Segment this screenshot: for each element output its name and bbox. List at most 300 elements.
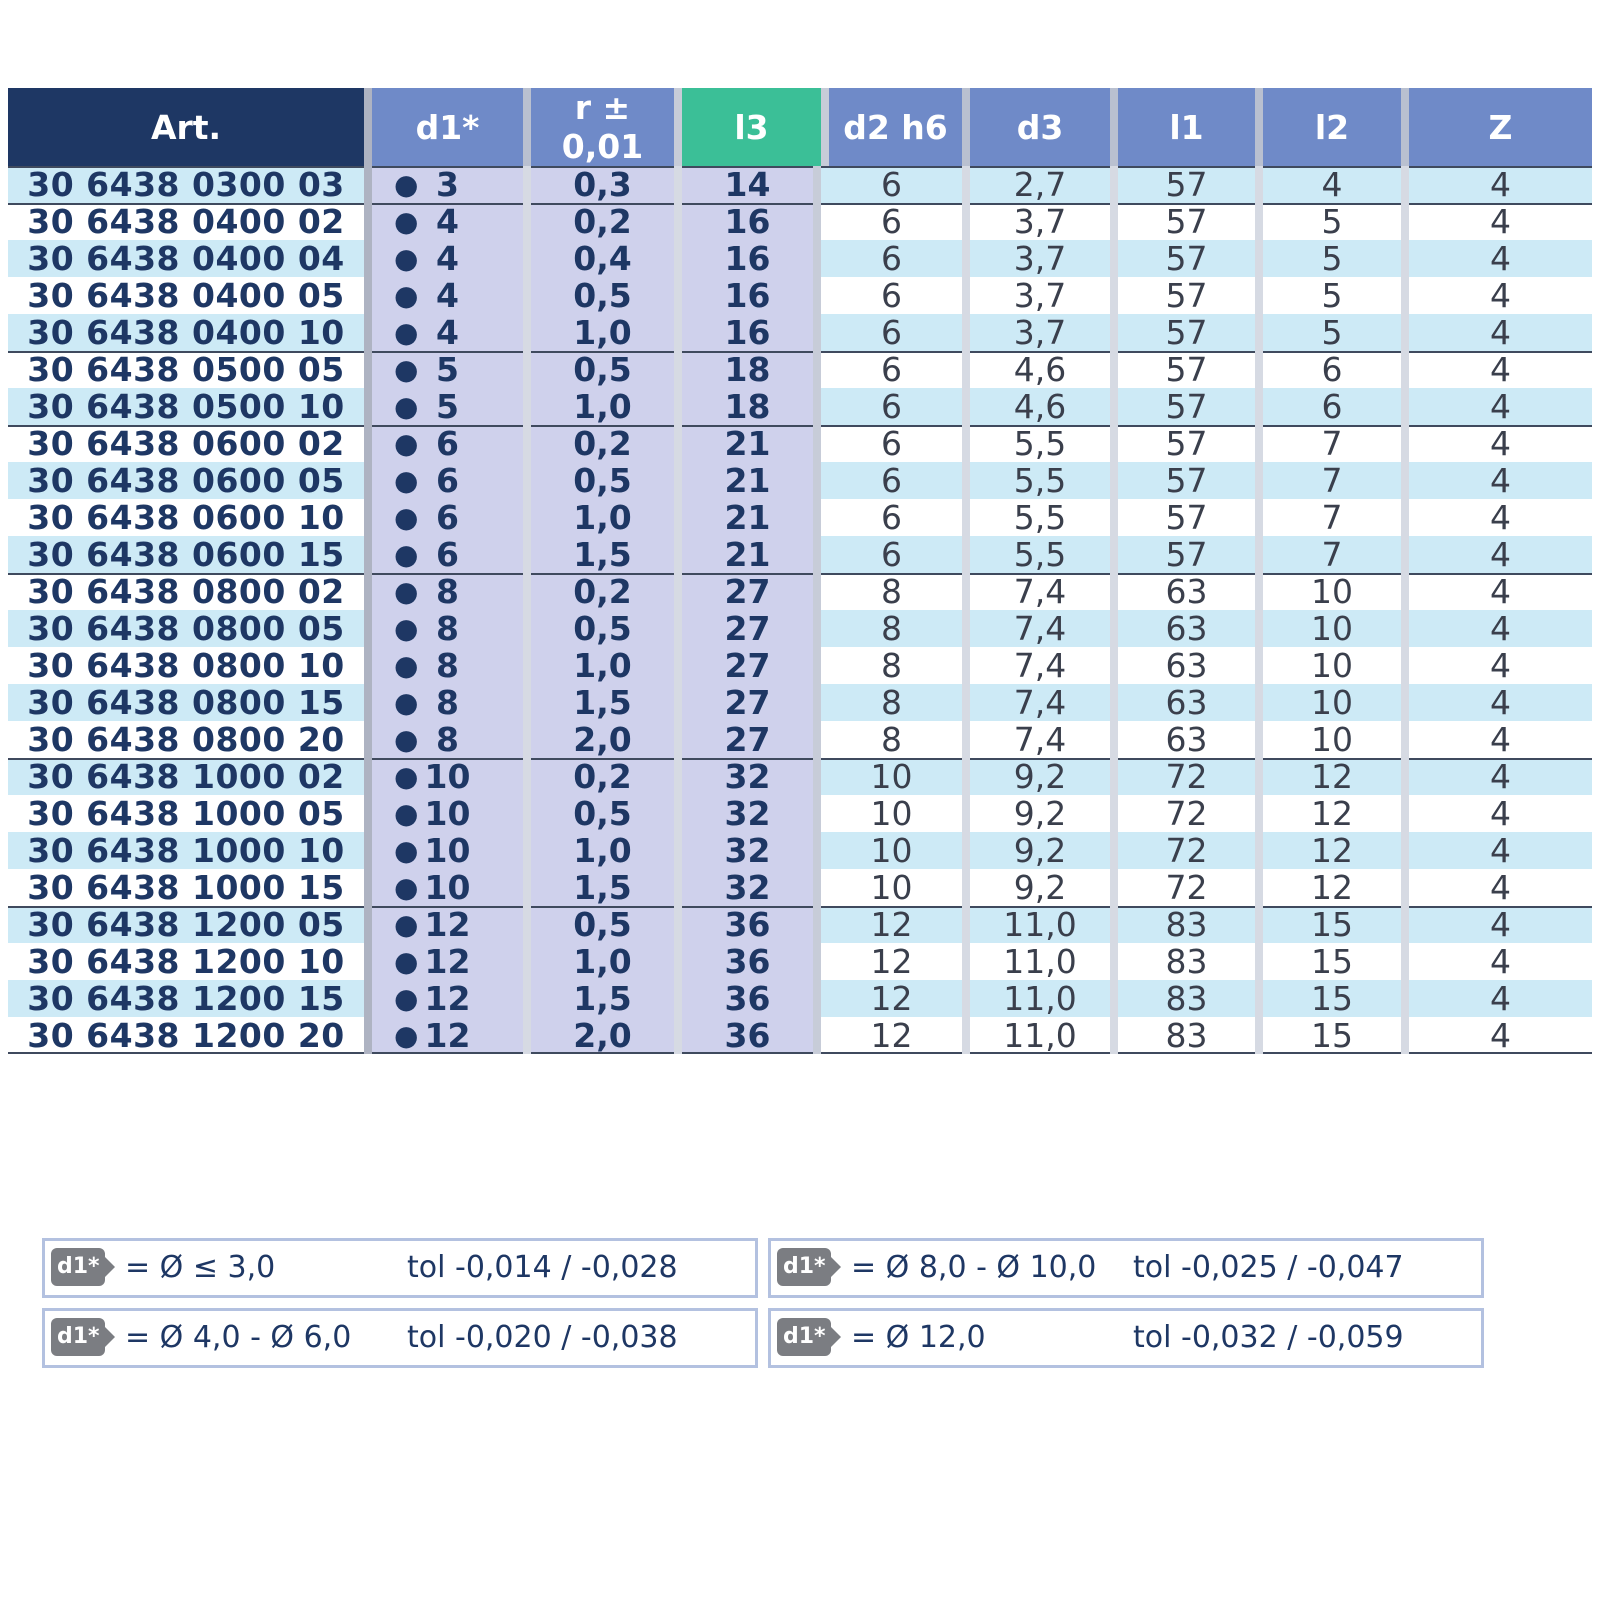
cell-l2: 5	[1255, 314, 1401, 351]
cell-l1: 83	[1110, 943, 1255, 980]
cell-d2: 6	[821, 536, 962, 573]
cell-d2: 6	[821, 240, 962, 277]
table-row	[8, 980, 1592, 1017]
cell-l3: 18	[674, 351, 821, 388]
table-row	[8, 425, 1592, 462]
cell-z: 4	[1401, 462, 1592, 499]
cell-d1	[364, 943, 523, 980]
cell-l1: 72	[1110, 869, 1255, 906]
table-row	[8, 277, 1592, 314]
table-row	[8, 499, 1592, 536]
cell-d2: 12	[821, 943, 962, 980]
bullet-icon: ●	[394, 205, 419, 238]
cell-l2: 10	[1255, 721, 1401, 758]
bullet-icon: ●	[394, 797, 419, 830]
cell-d1	[364, 573, 523, 610]
cell-l1: 57	[1110, 314, 1255, 351]
cell-d1-value: 6	[436, 536, 459, 573]
cell-d1-value: 12	[424, 1017, 471, 1054]
cell-d2: 10	[821, 869, 962, 906]
bullet-icon: ●	[394, 723, 419, 756]
cell-art: 30 6438 0600 02	[8, 425, 364, 462]
bullet-icon: ●	[394, 316, 419, 349]
cell-l2: 10	[1255, 684, 1401, 721]
cell-d1	[364, 499, 523, 536]
cell-z: 4	[1401, 203, 1592, 240]
cell-z: 4	[1401, 425, 1592, 462]
cell-l1: 63	[1110, 610, 1255, 647]
bullet-icon: ●	[394, 427, 419, 460]
cell-d2: 8	[821, 684, 962, 721]
table-row	[8, 573, 1592, 610]
table-row	[8, 610, 1592, 647]
cell-l3: 36	[674, 906, 821, 943]
cell-d3: 7,4	[962, 684, 1110, 721]
cell-l1: 57	[1110, 240, 1255, 277]
bullet-icon: ●	[394, 242, 419, 275]
cell-l3: 16	[674, 277, 821, 314]
cell-l1: 57	[1110, 166, 1255, 203]
table-body	[8, 166, 1592, 1054]
bullet-icon: ●	[394, 871, 419, 904]
cell-d1-value: 4	[436, 203, 459, 240]
cell-z: 4	[1401, 647, 1592, 684]
cell-r: 0,5	[523, 610, 674, 647]
cell-d3: 11,0	[962, 943, 1110, 980]
cell-l2: 12	[1255, 795, 1401, 832]
cell-l3: 16	[674, 240, 821, 277]
table-row	[8, 832, 1592, 869]
header-r: r ± 0,01	[523, 88, 674, 166]
cell-z: 4	[1401, 943, 1592, 980]
cell-d1	[364, 351, 523, 388]
cell-d1	[364, 721, 523, 758]
cell-l2: 7	[1255, 536, 1401, 573]
cell-r: 1,0	[523, 832, 674, 869]
cell-l1: 63	[1110, 721, 1255, 758]
table-row	[8, 166, 1592, 203]
cell-d1	[364, 1017, 523, 1054]
cell-l3: 27	[674, 647, 821, 684]
cell-l1: 72	[1110, 758, 1255, 795]
cell-z: 4	[1401, 536, 1592, 573]
cell-art: 30 6438 1000 10	[8, 832, 364, 869]
cell-d3: 5,5	[962, 536, 1110, 573]
cell-d1-value: 8	[436, 721, 459, 758]
cell-r: 1,0	[523, 388, 674, 425]
cell-d1	[364, 536, 523, 573]
cell-l2: 7	[1255, 499, 1401, 536]
cell-r: 1,0	[523, 647, 674, 684]
cell-d3: 4,6	[962, 388, 1110, 425]
cell-art: 30 6438 0400 04	[8, 240, 364, 277]
tolerance-box	[42, 1308, 758, 1368]
cell-d3: 3,7	[962, 277, 1110, 314]
cell-art: 30 6438 0400 05	[8, 277, 364, 314]
bullet-icon: ●	[394, 982, 419, 1015]
cell-r: 0,4	[523, 240, 674, 277]
cell-r: 1,5	[523, 869, 674, 906]
cell-d1	[364, 758, 523, 795]
cell-l3: 21	[674, 425, 821, 462]
cell-r: 0,3	[523, 166, 674, 203]
cell-r: 0,2	[523, 758, 674, 795]
cell-r: 0,5	[523, 462, 674, 499]
cell-l2: 15	[1255, 980, 1401, 1017]
tolerance-box	[42, 1238, 758, 1298]
cell-d2: 8	[821, 721, 962, 758]
cell-z: 4	[1401, 573, 1592, 610]
cell-d3: 5,5	[962, 462, 1110, 499]
bullet-icon: ●	[394, 353, 419, 386]
cell-art: 30 6438 0400 10	[8, 314, 364, 351]
cell-l2: 15	[1255, 943, 1401, 980]
header-art: Art.	[8, 88, 364, 166]
cell-art: 30 6438 0800 05	[8, 610, 364, 647]
cell-l1: 57	[1110, 351, 1255, 388]
cell-d1-value: 6	[436, 425, 459, 462]
cell-d1-value: 12	[424, 943, 471, 980]
bullet-icon: ●	[394, 279, 419, 312]
cell-d2: 6	[821, 462, 962, 499]
cell-d3: 9,2	[962, 832, 1110, 869]
cell-l2: 15	[1255, 906, 1401, 943]
cell-d1	[364, 647, 523, 684]
cell-d2: 10	[821, 758, 962, 795]
cell-l1: 83	[1110, 1017, 1255, 1054]
cell-l3: 32	[674, 758, 821, 795]
header-z: Z	[1401, 88, 1592, 166]
table-row	[8, 647, 1592, 684]
cell-l2: 12	[1255, 758, 1401, 795]
cell-l2: 4	[1255, 166, 1401, 203]
cell-z: 4	[1401, 388, 1592, 425]
cell-l1: 57	[1110, 536, 1255, 573]
cell-d3: 7,4	[962, 610, 1110, 647]
cell-l2: 12	[1255, 832, 1401, 869]
cell-d1-value: 4	[436, 240, 459, 277]
cell-z: 4	[1401, 610, 1592, 647]
cell-r: 0,5	[523, 277, 674, 314]
table-row	[8, 240, 1592, 277]
bullet-icon: ●	[394, 612, 419, 645]
cell-r: 1,5	[523, 980, 674, 1017]
cell-l2: 7	[1255, 462, 1401, 499]
cell-d1	[364, 795, 523, 832]
cell-l2: 10	[1255, 647, 1401, 684]
cell-art: 30 6438 0400 02	[8, 203, 364, 240]
cell-d1	[364, 203, 523, 240]
cell-d1-value: 8	[436, 610, 459, 647]
cell-d2: 6	[821, 388, 962, 425]
cell-art: 30 6438 0800 10	[8, 647, 364, 684]
bullet-icon: ●	[394, 464, 419, 497]
header-l2: l2	[1255, 88, 1401, 166]
cell-l3: 21	[674, 462, 821, 499]
table-row	[8, 536, 1592, 573]
cell-d2: 8	[821, 647, 962, 684]
cell-d1	[364, 425, 523, 462]
tolerance-value: tol -0,025 / -0,047	[1133, 1250, 1404, 1285]
cell-art: 30 6438 0500 05	[8, 351, 364, 388]
cell-d2: 12	[821, 980, 962, 1017]
cell-z: 4	[1401, 721, 1592, 758]
cell-r: 0,2	[523, 203, 674, 240]
cell-art: 30 6438 0800 20	[8, 721, 364, 758]
cell-l2: 15	[1255, 1017, 1401, 1054]
cell-r: 1,5	[523, 684, 674, 721]
cell-art: 30 6438 1000 05	[8, 795, 364, 832]
cell-l3: 18	[674, 388, 821, 425]
header-row	[8, 88, 1592, 166]
cell-l2: 5	[1255, 277, 1401, 314]
cell-z: 4	[1401, 795, 1592, 832]
cell-d3: 7,4	[962, 721, 1110, 758]
table-row	[8, 795, 1592, 832]
cell-art: 30 6438 0600 05	[8, 462, 364, 499]
cell-z: 4	[1401, 832, 1592, 869]
cell-z: 4	[1401, 314, 1592, 351]
cell-z: 4	[1401, 869, 1592, 906]
cell-d3: 7,4	[962, 647, 1110, 684]
cell-l2: 10	[1255, 610, 1401, 647]
cell-d1-value: 10	[424, 795, 471, 832]
cell-d1-value: 12	[424, 906, 471, 943]
cell-l3: 21	[674, 499, 821, 536]
spec-table	[8, 88, 1592, 1054]
cell-l3: 32	[674, 795, 821, 832]
cell-l2: 12	[1255, 869, 1401, 906]
cell-art: 30 6438 0300 03	[8, 166, 364, 203]
header-d2: d2 h6	[821, 88, 962, 166]
header-d1: d1*	[364, 88, 523, 166]
tolerance-box	[768, 1238, 1484, 1298]
cell-z: 4	[1401, 351, 1592, 388]
table-row	[8, 388, 1592, 425]
cell-d1-value: 6	[436, 462, 459, 499]
cell-r: 0,5	[523, 351, 674, 388]
cell-r: 1,5	[523, 536, 674, 573]
cell-l2: 6	[1255, 388, 1401, 425]
table-row	[8, 684, 1592, 721]
table-row	[8, 758, 1592, 795]
cell-r: 0,5	[523, 906, 674, 943]
cell-l1: 63	[1110, 684, 1255, 721]
cell-d3: 9,2	[962, 795, 1110, 832]
cell-d1-value: 4	[436, 277, 459, 314]
bullet-icon: ●	[394, 501, 419, 534]
cell-z: 4	[1401, 277, 1592, 314]
cell-d1-value: 6	[436, 499, 459, 536]
cell-d1	[364, 610, 523, 647]
cell-l1: 57	[1110, 425, 1255, 462]
cell-art: 30 6438 0600 10	[8, 499, 364, 536]
cell-l2: 6	[1255, 351, 1401, 388]
tolerance-range: = Ø ≤ 3,0	[125, 1250, 276, 1285]
d1-badge-icon: d1*	[51, 1318, 105, 1356]
cell-d1	[364, 240, 523, 277]
d1-badge-icon: d1*	[51, 1248, 105, 1286]
table-row	[8, 869, 1592, 906]
cell-l1: 83	[1110, 980, 1255, 1017]
cell-l2: 10	[1255, 573, 1401, 610]
cell-z: 4	[1401, 906, 1592, 943]
cell-art: 30 6438 1200 15	[8, 980, 364, 1017]
cell-l3: 16	[674, 314, 821, 351]
cell-art: 30 6438 1000 02	[8, 758, 364, 795]
cell-z: 4	[1401, 499, 1592, 536]
cell-z: 4	[1401, 684, 1592, 721]
cell-d3: 5,5	[962, 499, 1110, 536]
cell-r: 0,2	[523, 573, 674, 610]
cell-l1: 57	[1110, 277, 1255, 314]
cell-d2: 6	[821, 425, 962, 462]
cell-d1	[364, 906, 523, 943]
tolerance-range: = Ø 8,0 - Ø 10,0	[851, 1250, 1097, 1285]
cell-l1: 57	[1110, 203, 1255, 240]
cell-l3: 21	[674, 536, 821, 573]
cell-d2: 6	[821, 499, 962, 536]
cell-r: 1,0	[523, 499, 674, 536]
cell-d3: 11,0	[962, 1017, 1110, 1054]
cell-l2: 5	[1255, 240, 1401, 277]
cell-d3: 11,0	[962, 906, 1110, 943]
cell-d1-value: 8	[436, 684, 459, 721]
table-row	[8, 351, 1592, 388]
cell-r: 0,5	[523, 795, 674, 832]
cell-l3: 27	[674, 721, 821, 758]
cell-r: 0,2	[523, 425, 674, 462]
cell-l3: 32	[674, 869, 821, 906]
cell-art: 30 6438 0800 15	[8, 684, 364, 721]
cell-d3: 2,7	[962, 166, 1110, 203]
cell-d1-value: 4	[436, 314, 459, 351]
cell-l3: 14	[674, 166, 821, 203]
cell-l3: 27	[674, 610, 821, 647]
cell-l1: 72	[1110, 795, 1255, 832]
cell-d1-value: 5	[436, 388, 459, 425]
table-row	[8, 906, 1592, 943]
cell-l1: 57	[1110, 462, 1255, 499]
cell-d1	[364, 832, 523, 869]
bullet-icon: ●	[394, 834, 419, 867]
cell-z: 4	[1401, 240, 1592, 277]
bullet-icon: ●	[394, 945, 419, 978]
cell-d3: 7,4	[962, 573, 1110, 610]
cell-d1	[364, 980, 523, 1017]
bullet-icon: ●	[394, 908, 419, 941]
cell-l3: 36	[674, 943, 821, 980]
cell-d3: 3,7	[962, 240, 1110, 277]
cell-d2: 6	[821, 314, 962, 351]
cell-r: 1,0	[523, 943, 674, 980]
cell-d1-value: 10	[424, 758, 471, 795]
cell-r: 2,0	[523, 721, 674, 758]
cell-d3: 9,2	[962, 869, 1110, 906]
cell-l1: 83	[1110, 906, 1255, 943]
cell-l3: 36	[674, 1017, 821, 1054]
cell-d1-value: 3	[436, 166, 459, 203]
cell-z: 4	[1401, 1017, 1592, 1054]
cell-d3: 3,7	[962, 314, 1110, 351]
cell-d1-value: 10	[424, 869, 471, 906]
cell-d1	[364, 166, 523, 203]
header-l1: l1	[1110, 88, 1255, 166]
cell-d1	[364, 462, 523, 499]
d1-badge-icon: d1*	[777, 1248, 831, 1286]
bullet-icon: ●	[394, 575, 419, 608]
cell-d3: 3,7	[962, 203, 1110, 240]
table-row	[8, 203, 1592, 240]
cell-z: 4	[1401, 758, 1592, 795]
tolerance-value: tol -0,032 / -0,059	[1133, 1320, 1404, 1355]
cell-d1-value: 10	[424, 832, 471, 869]
cell-d1-value: 5	[436, 351, 459, 388]
cell-l1: 72	[1110, 832, 1255, 869]
cell-art: 30 6438 0600 15	[8, 536, 364, 573]
table-row	[8, 314, 1592, 351]
cell-d3: 9,2	[962, 758, 1110, 795]
cell-l3: 36	[674, 980, 821, 1017]
tolerance-range: = Ø 4,0 - Ø 6,0	[125, 1320, 352, 1355]
cell-l3: 32	[674, 832, 821, 869]
cell-d3: 11,0	[962, 980, 1110, 1017]
table-row	[8, 462, 1592, 499]
cell-d2: 6	[821, 277, 962, 314]
cell-l3: 27	[674, 573, 821, 610]
cell-art: 30 6438 1200 20	[8, 1017, 364, 1054]
bullet-icon: ●	[394, 686, 419, 719]
cell-l2: 5	[1255, 203, 1401, 240]
cell-r: 2,0	[523, 1017, 674, 1054]
bullet-icon: ●	[394, 760, 419, 793]
cell-d2: 8	[821, 573, 962, 610]
cell-l3: 16	[674, 203, 821, 240]
cell-d1-value: 8	[436, 573, 459, 610]
table-row	[8, 721, 1592, 758]
cell-d2: 6	[821, 166, 962, 203]
tolerance-range: = Ø 12,0	[851, 1320, 986, 1355]
cell-d1	[364, 277, 523, 314]
cell-d2: 12	[821, 1017, 962, 1054]
cell-d2: 10	[821, 832, 962, 869]
cell-z: 4	[1401, 166, 1592, 203]
tolerance-value: tol -0,014 / -0,028	[407, 1250, 678, 1285]
header-l3: l3	[674, 88, 821, 166]
cell-d1	[364, 684, 523, 721]
cell-art: 30 6438 1200 05	[8, 906, 364, 943]
cell-l2: 7	[1255, 425, 1401, 462]
cell-l1: 57	[1110, 388, 1255, 425]
cell-l1: 57	[1110, 499, 1255, 536]
cell-art: 30 6438 1200 10	[8, 943, 364, 980]
cell-d3: 4,6	[962, 351, 1110, 388]
d1-badge-icon: d1*	[777, 1318, 831, 1356]
cell-d1	[364, 388, 523, 425]
cell-d2: 12	[821, 906, 962, 943]
bullet-icon: ●	[394, 390, 419, 423]
cell-r: 1,0	[523, 314, 674, 351]
bullet-icon: ●	[394, 168, 419, 201]
tolerance-box	[768, 1308, 1484, 1368]
cell-d1-value: 8	[436, 647, 459, 684]
cell-art: 30 6438 0800 02	[8, 573, 364, 610]
cell-d1	[364, 869, 523, 906]
cell-d2: 6	[821, 351, 962, 388]
cell-d1	[364, 314, 523, 351]
bullet-icon: ●	[394, 538, 419, 571]
cell-z: 4	[1401, 980, 1592, 1017]
